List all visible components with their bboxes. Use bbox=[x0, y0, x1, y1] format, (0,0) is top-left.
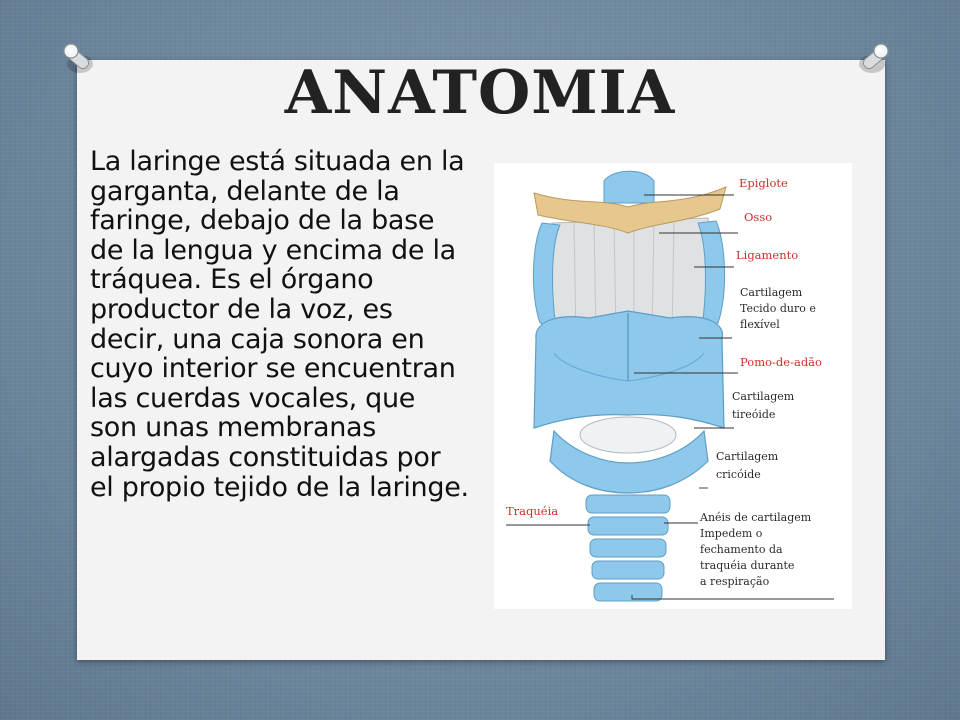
slide-title: ANATOMIA bbox=[284, 58, 676, 128]
label-osso: Osso bbox=[744, 210, 773, 224]
larynx-diagram bbox=[494, 163, 852, 609]
label-cartilagem: Cartilagem bbox=[740, 286, 803, 299]
label-tireoide-2: tireóide bbox=[732, 408, 776, 421]
label-cricoide-2: cricóide bbox=[716, 468, 761, 481]
label-aneis-4: traquéia durante bbox=[700, 559, 795, 572]
label-cricoide-1: Cartilagem bbox=[716, 450, 779, 463]
label-pomo: Pomo-de-adão bbox=[740, 355, 822, 369]
label-traqueia: Traquéia bbox=[506, 504, 559, 518]
label-cartilagem-desc2: flexível bbox=[740, 318, 780, 331]
label-tireoide-1: Cartilagem bbox=[732, 390, 795, 403]
label-aneis-3: fechamento da bbox=[700, 543, 783, 556]
label-aneis-1: Anéis de cartilagem bbox=[700, 511, 812, 524]
label-cartilagem-desc1: Tecido duro e bbox=[740, 302, 816, 315]
label-aneis-5: a respiração bbox=[700, 575, 770, 588]
label-epiglote: Epiglote bbox=[739, 176, 788, 190]
label-aneis-2: Impedem o bbox=[700, 527, 763, 540]
label-ligamento: Ligamento bbox=[736, 248, 799, 262]
slide-paragraph: La laringe está situada en la garganta, delante de la faringe, debajo de la base de la lengua y encima de la tráquea. Es el órgano productor de la voz, es decir, una caja sonora en cuyo interior se encuentran las cuerdas vocales, que son unas membranas alargadas constituidas por el propio tejido de la laringe. bbox=[90, 146, 469, 503]
